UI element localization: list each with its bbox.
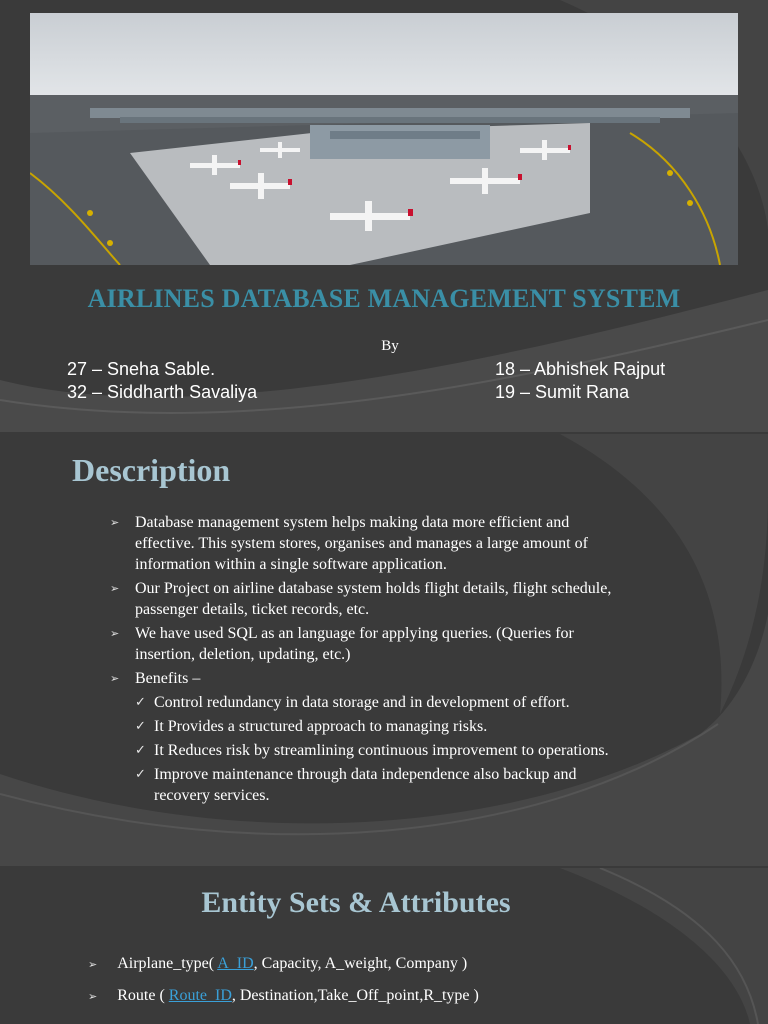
- arrow-bullet-icon: ➢: [88, 990, 98, 1003]
- description-list: [110, 512, 630, 809]
- primary-key: Route_ID: [168, 987, 232, 1004]
- benefits-label: Benefits –: [135, 670, 201, 687]
- benefit-item: ✓ It Provides a structured approach to managing risks.: [135, 716, 630, 737]
- author-right-2: 19 – Sumit Rana: [495, 382, 630, 402]
- list-item: ➢ Our Project on airline database system holds flight details, flight schedule, passenger details, ticket records, etc.: [110, 578, 630, 620]
- slide-heading: Description: [72, 452, 231, 488]
- author-left-2: 32 – Siddharth Savaliya: [67, 382, 258, 402]
- slide-title: [0, 0, 768, 432]
- list-item: ➢ Database management system helps making data more efficient and effective. This system stores, organises and manages a large amount of information within a single software application.: [110, 512, 630, 575]
- slide-description: [0, 434, 768, 866]
- author-left-1: 27 – Sneha Sable.: [67, 359, 216, 379]
- slide-heading: Entity Sets & Attributes: [201, 886, 511, 919]
- by-label: By: [381, 338, 399, 354]
- list-item-benefits: [110, 668, 630, 806]
- presentation-title: AIRLINES DATABASE MANAGEMENT SYSTEM: [87, 284, 681, 313]
- author-right-1: 18 – Abhishek Rajput: [495, 359, 666, 379]
- slide-entities: [0, 868, 768, 1024]
- primary-key: A_ID: [217, 955, 254, 972]
- benefit-item: ✓ Control redundancy in data storage and in development of effort.: [135, 692, 630, 713]
- list-item: ➢ We have used SQL as an language for applying queries. (Queries for insertion, deletion, updating, etc.): [110, 623, 630, 665]
- entity-airplane-type: ➢ Airplane_type( A_ID, Capacity, A_weight, Company ): [88, 955, 468, 972]
- benefit-item: ✓ Improve maintenance through data independence also backup and recovery services.: [135, 764, 630, 806]
- airport-photo: [30, 13, 738, 265]
- entity-route: ➢ Route ( Route_ID, Destination,Take_Off_point,R_type ): [88, 987, 479, 1004]
- benefit-item: ✓ It Reduces risk by streamlining continuous improvement to operations.: [135, 740, 630, 761]
- benefits-list: [135, 692, 630, 806]
- arrow-bullet-icon: ➢: [88, 958, 98, 971]
